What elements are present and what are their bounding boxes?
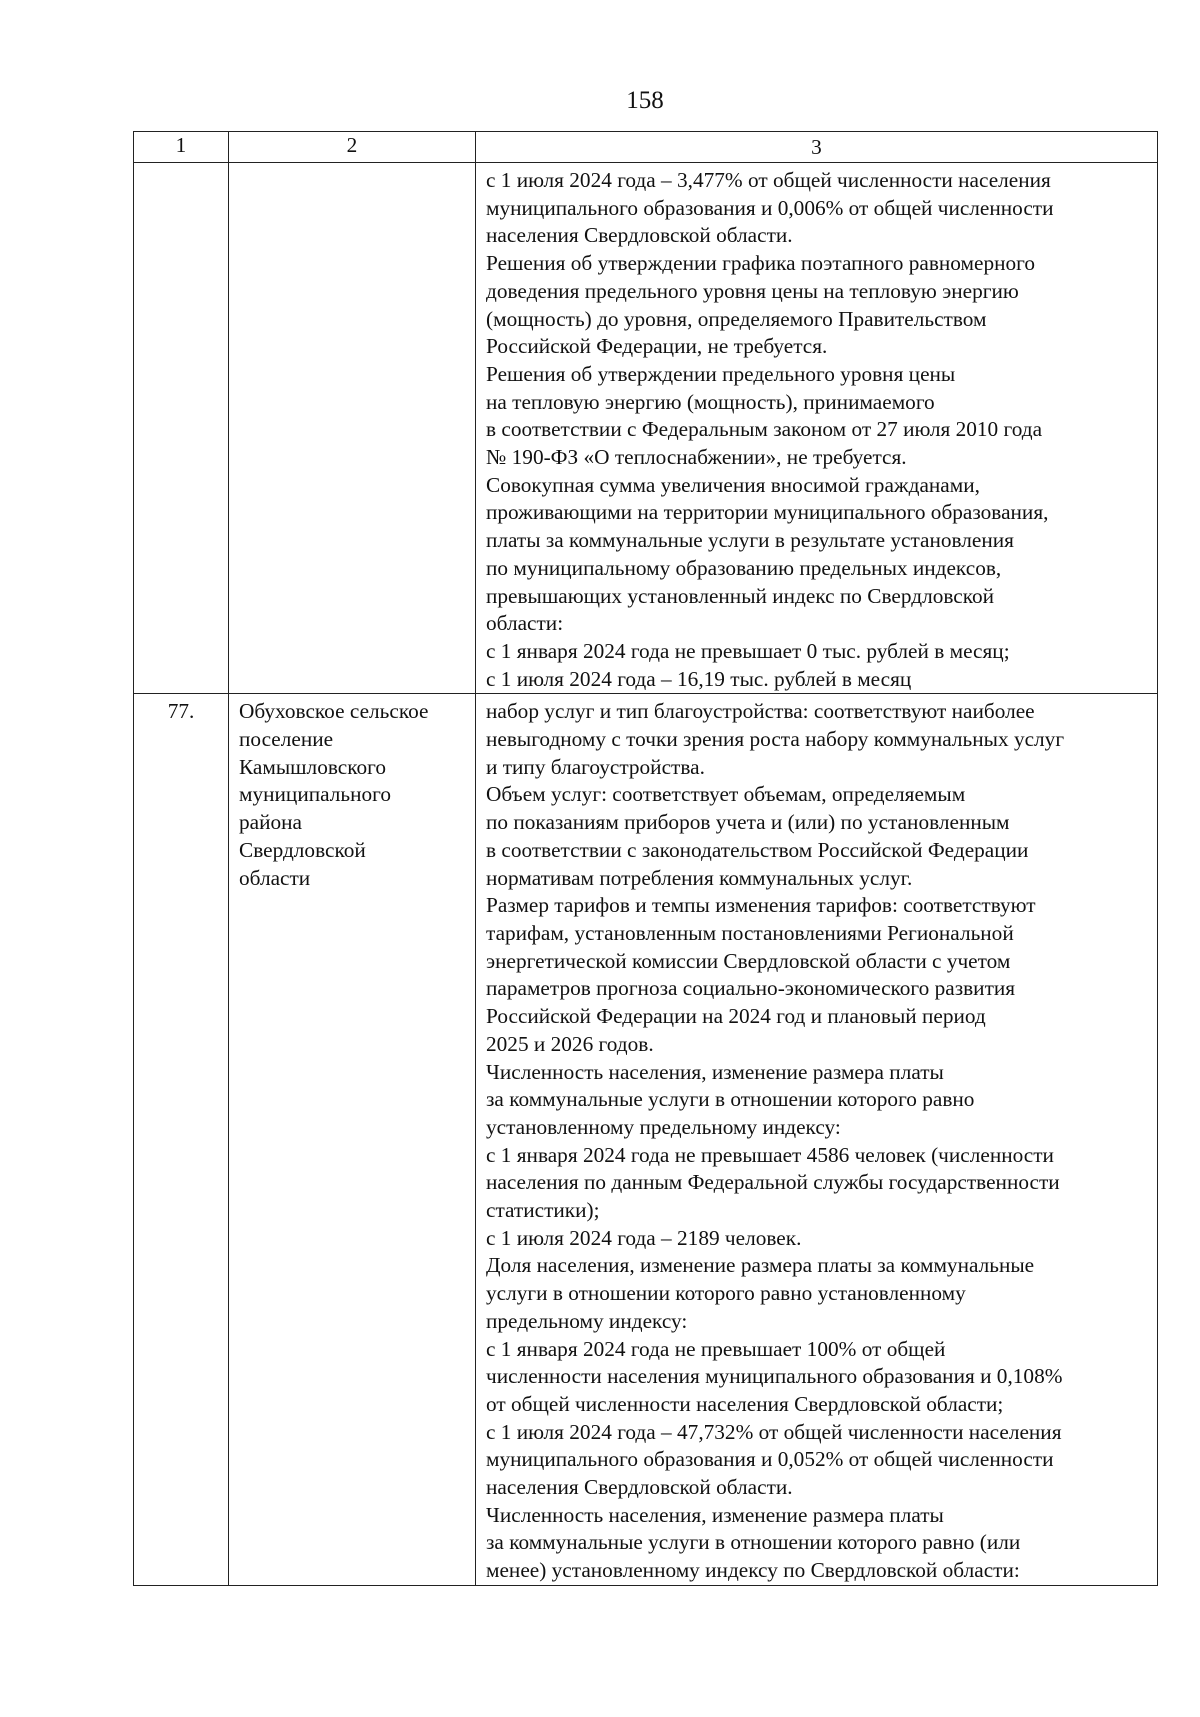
text-line: Решения об утверждении предельного уровня цены	[486, 361, 956, 386]
text-line: района	[239, 810, 302, 835]
text-line: Решения об утверждении графика поэтапного равномерного	[486, 251, 1036, 276]
text-line: области:	[486, 611, 564, 636]
text-line: Российской Федерации на 2024 год и плановый период	[486, 1004, 986, 1029]
municipality-name-cell	[229, 163, 476, 694]
text-line: и типу благоустройства.	[486, 754, 705, 779]
table-row	[134, 163, 1158, 694]
text-line: Российской Федерации, не требуется.	[486, 334, 828, 359]
text-line: по муниципальному образованию предельных индексов,	[486, 555, 1002, 580]
text-line: услуги в отношении которого равно установленному	[486, 1281, 966, 1306]
text-line: с 1 января 2024 года не превышает 100% от общей	[486, 1336, 946, 1361]
page-number: 158	[626, 87, 664, 114]
text-line: на тепловую энергию (мощность), принимаемого	[486, 389, 935, 414]
text-line: от общей численности населения Свердловской области;	[486, 1391, 1004, 1416]
text-line: области	[239, 865, 311, 890]
header-col-1: 1	[134, 132, 229, 163]
text-line: набор услуг и тип благоустройства: соответствуют наиболее	[486, 699, 1035, 724]
text-line: численности населения муниципального образования и 0,108%	[486, 1364, 1063, 1389]
text-line: с 1 июля 2024 года – 3,477% от общей численности населения	[486, 168, 1051, 192]
text-line: с 1 июля 2024 года – 2189 человек.	[486, 1225, 802, 1250]
text-line: невыгодному с точки зрения роста набору коммунальных услуг	[486, 727, 1065, 752]
text-line: с 1 июля 2024 года – 16,19 тыс. рублей в месяц	[486, 666, 912, 691]
text-line: № 190-ФЗ «О теплоснабжении», не требуется.	[486, 445, 907, 470]
row-number-cell: 77.	[134, 694, 229, 1586]
text-line: установленному предельному индексу:	[486, 1114, 841, 1139]
text-line: с 1 января 2024 года не превышает 4586 человек (численности	[486, 1142, 1054, 1167]
text-line: платы за коммунальные услуги в результате установления	[486, 528, 1014, 553]
text-line: Совокупная сумма увеличения вносимой гражданами,	[486, 472, 980, 497]
text-line: проживающими на территории муниципального образования,	[486, 500, 1049, 525]
text-line: населения Свердловской области.	[486, 1475, 793, 1500]
text-line: (мощность) до уровня, определяемого Правительством	[486, 306, 987, 331]
text-line: предельному индексу:	[486, 1308, 688, 1333]
row-number-cell	[134, 163, 229, 694]
table-header-row	[134, 132, 1158, 163]
text-line: Обуховское сельское	[239, 699, 429, 724]
table-row	[134, 694, 1158, 1586]
text-line: за коммунальные услуги в отношении которого равно (или	[486, 1530, 1021, 1555]
text-line: муниципального образования и 0,052% от общей численности	[486, 1447, 1054, 1472]
description-cell	[476, 694, 1158, 1586]
text-line: по показаниям приборов учета и (или) по установленным	[486, 810, 1010, 835]
text-line: Численность населения, изменение размера платы	[486, 1502, 944, 1527]
text-line: менее) установленному индексу по Свердловской области:	[486, 1558, 1020, 1583]
text-line: в соответствии с Федеральным законом от 27 июля 2010 года	[486, 417, 1043, 442]
description-cell	[476, 163, 1158, 694]
header-col-2: 2	[229, 132, 476, 163]
text-line: муниципального образования и 0,006% от общей численности	[486, 195, 1054, 220]
text-line: Доля населения, изменение размера платы за коммунальные	[486, 1253, 1035, 1278]
text-line: с 1 июля 2024 года – 47,732% от общей численности населения	[486, 1419, 1062, 1444]
header-col-3: 3	[476, 132, 1158, 163]
text-line: статистики);	[486, 1198, 600, 1223]
municipality-name-cell	[229, 694, 476, 1586]
text-line: превышающих установленный индекс по Свердловской	[486, 583, 995, 608]
text-line: населения по данным Федеральной службы государственности	[486, 1170, 1060, 1195]
document-table	[133, 131, 1158, 1586]
text-line: поселение	[239, 727, 334, 752]
text-line: Камышловского	[239, 754, 386, 779]
text-line: Численность населения, изменение размера платы	[486, 1059, 944, 1084]
text-line: Свердловской	[239, 837, 366, 862]
text-line: параметров прогноза социально-экономического развития	[486, 976, 1016, 1001]
text-line: в соответствии с законодательством Российской Федерации	[486, 837, 1029, 862]
text-line: за коммунальные услуги в отношении которого равно	[486, 1087, 975, 1112]
text-line: нормативам потребления коммунальных услуг.	[486, 865, 913, 890]
text-line: энергетической комиссии Свердловской области с учетом	[486, 948, 1011, 973]
text-line: доведения предельного уровня цены на тепловую энергию	[486, 278, 1019, 303]
text-line: Объем услуг: соответствует объемам, определяемым	[486, 782, 966, 807]
text-line: тарифам, установленным постановлениями Региональной	[486, 920, 1014, 945]
text-line: с 1 января 2024 года не превышает 0 тыс. рублей в месяц;	[486, 638, 1010, 663]
text-line: муниципального	[239, 782, 391, 807]
text-line: населения Свердловской области.	[486, 223, 793, 248]
text-line: Размер тарифов и темпы изменения тарифов: соответствуют	[486, 893, 1036, 918]
text-line: 2025 и 2026 годов.	[486, 1031, 654, 1056]
